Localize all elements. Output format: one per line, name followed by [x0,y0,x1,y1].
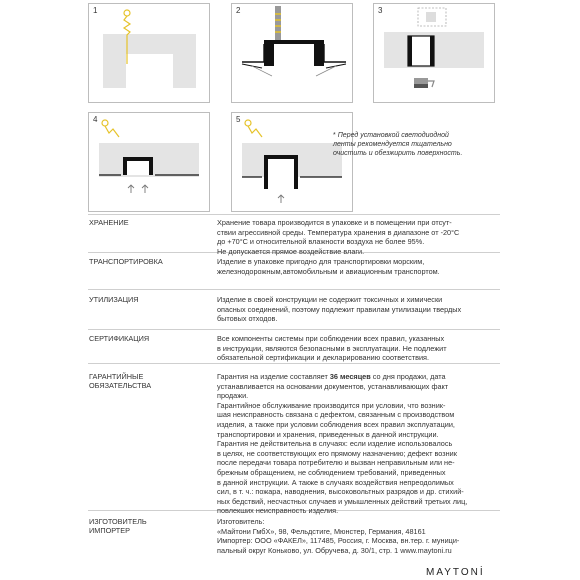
step-5-illustration [232,113,352,211]
divider [88,329,500,330]
transport-text: Изделие в упаковке пригодно для транспортировки морским, железнодорожным,автомобильным и авиационным транспортом. [217,257,440,276]
step-2-panel [231,3,353,103]
maytoni-logo: MAYTONİ [426,567,485,578]
disposal-text: Изделие в своей конструкции не содержит токсичных и химически опасных соединений, поэтому подлежит правилам утилизации твердых бытовых отходов. [217,295,462,324]
divider [88,363,500,364]
warranty-label: ГАРАНТИЙНЫЕ ОБЯЗАТЕЛЬСТВА [89,372,152,390]
disposal-label: УТИЛИЗАЦИЯ [89,295,139,304]
warranty-period: 36 месяцев [329,372,371,381]
step-number: 2 [236,6,241,15]
manufacturer-text: Изготовитель: «Майтони ГмбХ», 98, Фельдстиге, Мюнстер, Германия, 48161 Импортер: ООО «ФАКЕЛ», 117485, Россия, г. Москва, вн.тер. г. муници- пальный округ Коньково, ул. Обручева, д. 30/1, стр. 1 www.maytoni.ru [217,517,460,555]
warranty-text: Гарантия на изделие составляет 36 месяцев со дня продажи, дата устанавливается на основании документов, устанавливающих факт продажи. Гарантийное обслуживание производится при условии, что возник- шая неисправность связана с дефектом, связанным с производством изделия, а также при условии соблюдения всех правил эксплуатации, транспортировки и хранения, приведенных в данной инструкции. Гарантия не действительна в случаях: если изделие использовалось в целях, не соответствующих его прямому назначению; дефект возник после передачи товара потребителю и вызван неправильным или не- брежным обращением, не соблюдением требований, приведенных в данной инструкции. А также в случаях воздействия непреодолимых сил, в т. ч.: пожара, наводнения, высоковольтных разрядов и др. стихий- ных бедствий, несчастных случаев и умышленных действий третьих лиц, повлекших неисправность изделия. [217,372,468,516]
certification-text: Все компоненты системы при соблюдении всех правил, указанных в инструкции, являются безопасными в эксплуатации. Не подлежит обязательной сертификации и декларированию соответствия. [217,334,447,363]
step-number: 4 [93,115,98,124]
step-4-panel [88,112,210,212]
divider [88,214,500,215]
manufacturer-label: ИЗГОТОВИТЕЛЬ ИМПОРТЕР [89,517,147,535]
note-text: Перед установкой светодиодной ленты рекомендуется тщательно очистить и обезжирить поверхность. [333,132,463,157]
step-number: 3 [378,6,383,15]
note-asterisk: * [333,132,336,139]
divider [88,289,500,290]
step-number: 1 [93,6,98,15]
storage-text: Хранение товара производится в упаковке и в помещении при отсут- ствии агрессивной среды. Температура хранения в диапазоне от -20°С до +70°С и относительной влажности воздуха не более 95%. Не допускается прямое воздействие влаги. [217,218,460,256]
step-number: 5 [236,115,241,124]
step-3-illustration [374,4,494,102]
transport-label: ТРАНСПОРТИРОВКА [89,257,163,266]
step-1-panel [88,3,210,103]
step-5-panel [231,112,353,212]
step-2-illustration [232,4,352,102]
cleaning-note [333,131,473,158]
step-3-panel [373,3,495,103]
step-1-illustration [89,4,209,102]
certification-label: СЕРТИФИКАЦИЯ [89,334,150,343]
storage-label: ХРАНЕНИЕ [89,218,129,227]
step-4-illustration [89,113,209,211]
